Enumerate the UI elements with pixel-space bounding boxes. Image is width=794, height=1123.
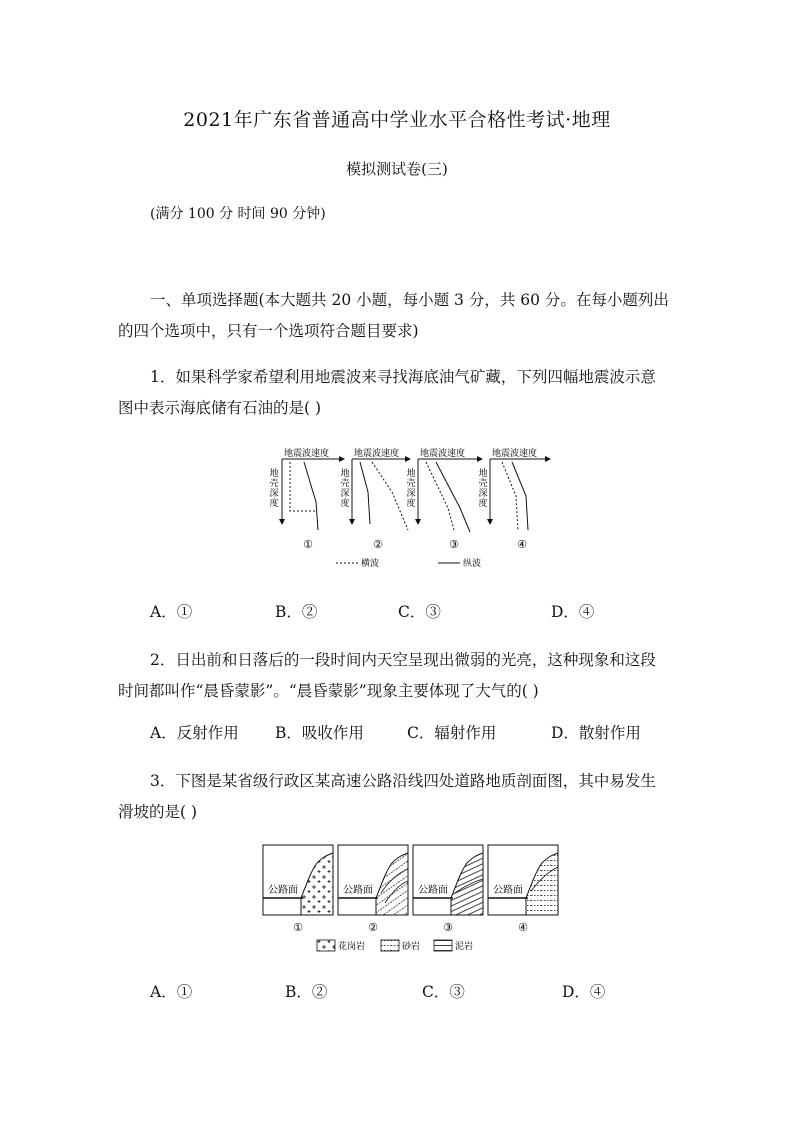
panel-label: ②: [368, 921, 378, 934]
q1-option-a[interactable]: A．①: [150, 603, 193, 621]
rock-legend: [317, 940, 473, 952]
axis-side-char: 度: [269, 499, 279, 509]
paper-subtitle: 模拟测试卷(三): [346, 160, 448, 178]
q1-stem-line2: 图中表示海底储有石油的是( ): [118, 399, 322, 417]
q2-option-c[interactable]: C．辐射作用: [407, 724, 497, 742]
wave-panel-1: [269, 447, 344, 551]
road-label: 公路面: [493, 885, 523, 896]
legend-sandstone: 砂岩: [402, 942, 421, 952]
q1-option-b[interactable]: B．②: [275, 603, 318, 621]
axis-side-char: 地: [406, 469, 416, 479]
panel-label: ③: [443, 921, 453, 934]
wave-panel-4: [478, 447, 550, 551]
q2-option-d[interactable]: D．散射作用: [551, 724, 641, 742]
road-panel-3: [413, 845, 483, 934]
axis-side-char: 地: [340, 469, 350, 479]
q3-option-b[interactable]: B．②: [285, 983, 328, 1001]
axis-side-char: 壳: [269, 479, 279, 489]
axis-side-char: 深: [269, 489, 279, 499]
axis-top-label: 地震波速度: [492, 449, 538, 459]
q2-stem-line1: 2．日出前和日落后的一段时间内天空呈现出微弱的光亮，这种现象和这段: [150, 651, 656, 669]
road-label: 公路面: [268, 885, 298, 896]
legend-transverse: 横波: [361, 559, 380, 569]
axis-side-char: 深: [478, 489, 488, 499]
exam-title: 2021年广东省普通高中学业水平合格性考试·地理: [183, 109, 611, 131]
q2-option-b[interactable]: B．吸收作用: [275, 724, 364, 742]
road-panel-4: [488, 845, 558, 934]
road-geology-figure: [261, 843, 561, 958]
q1-option-c[interactable]: C．③: [398, 603, 441, 621]
axis-top-label: 地震波速度: [420, 449, 466, 459]
road-panel-1: [263, 845, 333, 934]
q3-stem-line2: 滑坡的是( ): [118, 803, 198, 821]
q2-option-a[interactable]: A．反射作用: [150, 724, 239, 742]
section-heading-cont: 的四个选项中，只有一个选项符合题目要求): [118, 322, 419, 340]
legend-mudstone: 泥岩: [455, 942, 474, 952]
panel-label: ①: [293, 921, 303, 934]
wave-panel-2: [340, 447, 410, 551]
q3-stem-line1: 3．下图是某省级行政区某高速公路沿线四处道路地质剖面图，其中易发生: [150, 772, 656, 790]
q3-option-a[interactable]: A．①: [150, 983, 193, 1001]
axis-side-char: 度: [478, 499, 488, 509]
legend-granite: 花岗岩: [338, 942, 366, 952]
panel-label: ③: [449, 538, 459, 551]
wave-panel-3: [406, 447, 482, 551]
road-label: 公路面: [343, 885, 373, 896]
section-heading: 一、单项选择题(本大题共 20 小题，每小题 3 分，共 60 分。在每小题列出: [150, 291, 669, 309]
panel-label: ④: [517, 538, 527, 551]
panel-label: ①: [303, 538, 313, 551]
seismic-wave-figure: [260, 444, 560, 574]
panel-label: ②: [373, 538, 383, 551]
q2-stem-line2: 时间都叫作“晨昏蒙影”。“晨昏蒙影”现象主要体现了大气的( ): [118, 682, 539, 700]
legend-longitudinal: 纵波: [463, 559, 482, 569]
axis-top-label: 地震波速度: [354, 449, 400, 459]
q1-stem-line1: 1．如果科学家希望利用地震波来寻找海底油气矿藏，下列四幅地震波示意: [150, 368, 656, 386]
road-panel-2: [338, 845, 408, 934]
axis-side-char: 深: [340, 489, 350, 499]
axis-side-char: 地: [478, 469, 488, 479]
axis-side-char: 度: [406, 499, 416, 509]
panel-label: ④: [518, 921, 528, 934]
axis-side-char: 壳: [478, 479, 488, 489]
q3-option-d[interactable]: D．④: [562, 983, 606, 1001]
axis-side-char: 地: [269, 469, 279, 479]
q3-option-c[interactable]: C．③: [422, 983, 465, 1001]
axis-top-label: 地震波速度: [284, 449, 330, 459]
road-label: 公路面: [418, 885, 448, 896]
axis-side-char: 壳: [340, 479, 350, 489]
axis-side-char: 壳: [406, 479, 416, 489]
axis-side-char: 深: [406, 489, 416, 499]
exam-meta: (满分 100 分 时间 90 分钟): [150, 206, 326, 222]
axis-side-char: 度: [340, 499, 350, 509]
q1-option-d[interactable]: D．④: [551, 603, 595, 621]
